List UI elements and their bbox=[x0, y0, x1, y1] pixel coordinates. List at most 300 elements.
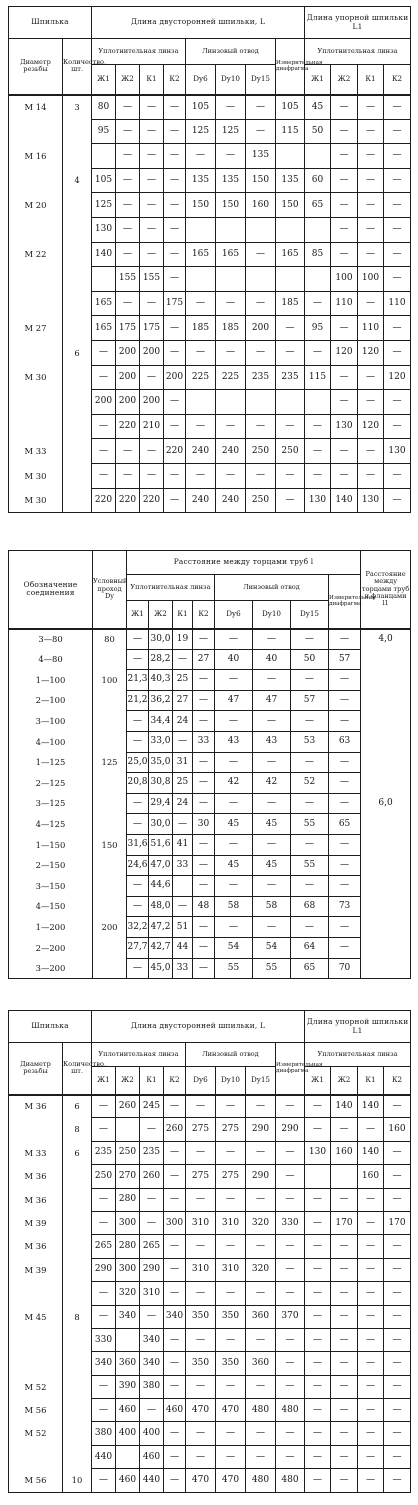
table-cell: — bbox=[164, 168, 186, 193]
col-header: Ж2 bbox=[149, 601, 173, 629]
table-cell: — bbox=[276, 414, 305, 439]
row-label: 1—200 bbox=[9, 917, 93, 938]
table-cell: 350 bbox=[216, 1305, 246, 1328]
table-cell: — bbox=[164, 1352, 186, 1375]
table-cell: 140 bbox=[92, 242, 116, 267]
table-cell bbox=[63, 1188, 92, 1211]
table-cell bbox=[93, 731, 127, 752]
table-cell bbox=[63, 1211, 92, 1234]
table-cell: 310 bbox=[216, 1211, 246, 1234]
table-cell: — bbox=[384, 1352, 411, 1375]
table-cell bbox=[186, 267, 216, 292]
table-cell: — bbox=[246, 414, 276, 439]
table-cell: — bbox=[331, 439, 358, 464]
col-header: Dy10 bbox=[216, 65, 246, 95]
table-cell: — bbox=[92, 1399, 116, 1422]
table-cell: 58 bbox=[215, 896, 253, 917]
table-cell: — bbox=[329, 855, 361, 876]
table-cell: — bbox=[358, 390, 384, 415]
table-cell: 44 bbox=[173, 937, 193, 958]
table-cell: — bbox=[164, 1165, 186, 1188]
table-cell: — bbox=[305, 1469, 331, 1492]
table-cell: — bbox=[331, 119, 358, 144]
table-cell: — bbox=[164, 1328, 186, 1351]
table-cell bbox=[216, 267, 246, 292]
table-cell: 300 bbox=[116, 1211, 140, 1234]
table-cell bbox=[63, 291, 92, 316]
table-cell: 480 bbox=[276, 1469, 305, 1492]
table-cell: 33,0 bbox=[149, 731, 173, 752]
table-cell: 400 bbox=[140, 1422, 164, 1445]
table-cell: 30,8 bbox=[149, 773, 173, 794]
table-cell: 265 bbox=[92, 1235, 116, 1258]
table-cell bbox=[63, 242, 92, 267]
table-cell: — bbox=[384, 463, 411, 488]
table-cell: — bbox=[164, 217, 186, 242]
table-cell: — bbox=[246, 1141, 276, 1164]
table-cell bbox=[93, 937, 127, 958]
table-cell: 220 bbox=[116, 414, 140, 439]
table-cell: — bbox=[331, 217, 358, 242]
table-cell: 125 bbox=[186, 119, 216, 144]
table-row bbox=[9, 316, 411, 341]
table-cell: 47,0 bbox=[149, 855, 173, 876]
table-cell bbox=[276, 267, 305, 292]
table-cell: — bbox=[253, 752, 291, 773]
table-cell: 400 bbox=[116, 1422, 140, 1445]
table-row bbox=[9, 1469, 411, 1492]
table-cell bbox=[63, 217, 92, 242]
table-cell: 440 bbox=[140, 1469, 164, 1492]
col-header: К2 bbox=[164, 1067, 186, 1095]
row-label: 2—200 bbox=[9, 937, 93, 958]
table-cell: — bbox=[246, 1282, 276, 1305]
table-cell: — bbox=[305, 1352, 331, 1375]
table-cell: — bbox=[164, 242, 186, 267]
table-cell: — bbox=[186, 340, 216, 365]
table-cell: — bbox=[246, 1188, 276, 1211]
table-cell bbox=[63, 1328, 92, 1351]
table-cell: — bbox=[127, 649, 149, 670]
table-cell: 25 bbox=[173, 670, 193, 691]
table-cell: — bbox=[291, 670, 329, 691]
table-cell: 260 bbox=[116, 1095, 140, 1118]
table-cell: 57 bbox=[329, 649, 361, 670]
col-header: Dy6 bbox=[186, 1067, 216, 1095]
table-cell: — bbox=[331, 144, 358, 169]
table-cell: — bbox=[305, 1235, 331, 1258]
table-cell: 125 bbox=[92, 193, 116, 218]
table-row bbox=[9, 752, 411, 773]
table-cell: — bbox=[164, 414, 186, 439]
table-cell: — bbox=[164, 1282, 186, 1305]
table-cell bbox=[93, 855, 127, 876]
row-label bbox=[9, 1352, 63, 1375]
table-cell: 340 bbox=[140, 1328, 164, 1351]
table-cell: 380 bbox=[140, 1375, 164, 1398]
table-cell: — bbox=[216, 1141, 246, 1164]
table-cell: — bbox=[92, 439, 116, 464]
table-cell: 45 bbox=[215, 814, 253, 835]
table-cell: 63 bbox=[329, 731, 361, 752]
table-cell: — bbox=[127, 711, 149, 732]
table-cell: — bbox=[216, 463, 246, 488]
table-row bbox=[9, 1235, 411, 1258]
table-row bbox=[9, 488, 411, 513]
table-cell: — bbox=[164, 1235, 186, 1258]
table-cell: 20,8 bbox=[127, 773, 149, 794]
row-label: 2—150 bbox=[9, 855, 93, 876]
table-cell: — bbox=[127, 896, 149, 917]
table-cell: 50 bbox=[305, 119, 331, 144]
table-cell bbox=[276, 390, 305, 415]
table-cell: — bbox=[92, 1211, 116, 1234]
col-header: К2 bbox=[384, 1067, 411, 1095]
table-cell: — bbox=[384, 1095, 411, 1118]
table-cell: 175 bbox=[164, 291, 186, 316]
table-cell: — bbox=[164, 488, 186, 513]
table-cell: 42,7 bbox=[149, 937, 173, 958]
table-cell bbox=[216, 217, 246, 242]
table-cell bbox=[305, 390, 331, 415]
table-cell: — bbox=[246, 463, 276, 488]
table-cell: 33 bbox=[173, 958, 193, 979]
row-label: М 39 bbox=[9, 1211, 63, 1234]
row-label bbox=[9, 217, 63, 242]
table-cell: — bbox=[305, 1328, 331, 1351]
row-label: 1—100 bbox=[9, 670, 93, 691]
table-cell: — bbox=[193, 917, 215, 938]
table-cell: 43 bbox=[253, 731, 291, 752]
table-cell bbox=[63, 1282, 92, 1305]
table-cell: — bbox=[246, 1445, 276, 1468]
table-cell: 480 bbox=[246, 1469, 276, 1492]
table-cell: 48 bbox=[193, 896, 215, 917]
table-cell: — bbox=[164, 1469, 186, 1492]
table-cell: — bbox=[164, 267, 186, 292]
table-cell bbox=[63, 119, 92, 144]
header-sealing-lens-2: Уплотнительная линза bbox=[305, 1043, 411, 1067]
table-cell: — bbox=[140, 439, 164, 464]
table-cell: — bbox=[329, 752, 361, 773]
table-cell: 3 bbox=[63, 95, 92, 120]
table-row bbox=[9, 649, 411, 670]
table-cell: 115 bbox=[276, 119, 305, 144]
table-cell: 300 bbox=[116, 1258, 140, 1281]
row-label: М 36 bbox=[9, 1235, 63, 1258]
col-header: К1 bbox=[140, 65, 164, 95]
table-cell bbox=[63, 193, 92, 218]
table-cell: 275 bbox=[186, 1118, 216, 1141]
table-cell: 240 bbox=[216, 439, 246, 464]
table-cell bbox=[63, 1422, 92, 1445]
table-cell: 220 bbox=[140, 488, 164, 513]
table-cell: 19 bbox=[173, 629, 193, 650]
table-cell: — bbox=[246, 291, 276, 316]
table-cell bbox=[361, 690, 411, 711]
table-cell: — bbox=[216, 1375, 246, 1398]
table-cell: — bbox=[384, 1305, 411, 1328]
table-cell: — bbox=[92, 1118, 116, 1141]
table-cell: — bbox=[384, 390, 411, 415]
table-cell: 70 bbox=[329, 958, 361, 979]
row-label: М 14 bbox=[9, 95, 63, 120]
table-cell: — bbox=[193, 752, 215, 773]
table-cell: 310 bbox=[186, 1211, 216, 1234]
table-cell: 57 bbox=[291, 690, 329, 711]
table-cell: — bbox=[384, 242, 411, 267]
table-cell: 200 bbox=[140, 340, 164, 365]
table-cell: 235 bbox=[92, 1141, 116, 1164]
table-cell: — bbox=[116, 217, 140, 242]
row-label: 2—100 bbox=[9, 690, 93, 711]
table-cell: — bbox=[216, 291, 246, 316]
header-pipe-distance: Расстояние между торцами труб l bbox=[127, 551, 361, 575]
table-cell: — bbox=[164, 340, 186, 365]
table-cell: 330 bbox=[92, 1328, 116, 1351]
table-cell bbox=[63, 365, 92, 390]
table-cell: — bbox=[276, 1445, 305, 1468]
row-label: 3—100 bbox=[9, 711, 93, 732]
table-cell: 27 bbox=[173, 690, 193, 711]
row-label: 4—125 bbox=[9, 814, 93, 835]
table-cell: — bbox=[116, 193, 140, 218]
table-cell: 165 bbox=[276, 242, 305, 267]
table-cell: — bbox=[253, 834, 291, 855]
table-cell: — bbox=[291, 711, 329, 732]
table-cell: — bbox=[216, 414, 246, 439]
header-nominal-bore: Условный проход Dy bbox=[93, 551, 127, 629]
table-cell: 160 bbox=[331, 1141, 358, 1164]
table-cell: 130 bbox=[358, 488, 384, 513]
header-length-L: Длина двусторонней шпильки, L bbox=[92, 1011, 305, 1043]
row-label bbox=[9, 119, 63, 144]
table-cell bbox=[63, 390, 92, 415]
table-cell: — bbox=[246, 1095, 276, 1118]
table-cell: 165 bbox=[186, 242, 216, 267]
table-cell: — bbox=[331, 1258, 358, 1281]
table-row bbox=[9, 1399, 411, 1422]
row-label: М 56 bbox=[9, 1399, 63, 1422]
row-label: М 33 bbox=[9, 1141, 63, 1164]
table-cell: 120 bbox=[331, 340, 358, 365]
table-cell: — bbox=[164, 144, 186, 169]
table-cell: — bbox=[276, 1235, 305, 1258]
table-cell: 32,2 bbox=[127, 917, 149, 938]
table-row bbox=[9, 340, 411, 365]
table-cell: 155 bbox=[116, 267, 140, 292]
table-cell: — bbox=[305, 1422, 331, 1445]
table-cell bbox=[216, 390, 246, 415]
header-sealing-lens: Уплотнительная линза bbox=[92, 39, 186, 65]
table-cell: — bbox=[246, 1235, 276, 1258]
header-measuring-diaphragm: Измерительная диафрагма bbox=[276, 39, 305, 95]
table-cell: — bbox=[116, 144, 140, 169]
table-cell: — bbox=[276, 1352, 305, 1375]
table-cell: 105 bbox=[92, 168, 116, 193]
table-cell: — bbox=[173, 731, 193, 752]
table-cell: — bbox=[276, 488, 305, 513]
table-cell: — bbox=[384, 1235, 411, 1258]
table-row bbox=[9, 144, 411, 169]
table-cell bbox=[63, 267, 92, 292]
table-cell: — bbox=[358, 1118, 384, 1141]
table-cell: 480 bbox=[246, 1399, 276, 1422]
table-cell: — bbox=[186, 1235, 216, 1258]
table-row bbox=[9, 242, 411, 267]
table-1 bbox=[8, 6, 410, 518]
table-cell: 200 bbox=[164, 365, 186, 390]
table-cell: — bbox=[331, 95, 358, 120]
table-cell: 45 bbox=[305, 95, 331, 120]
table-cell: 110 bbox=[358, 316, 384, 341]
table-cell: 60 bbox=[305, 168, 331, 193]
col-header: К1 bbox=[358, 1067, 384, 1095]
table-cell: 150 bbox=[276, 193, 305, 218]
table-cell: — bbox=[358, 217, 384, 242]
table-cell: — bbox=[173, 896, 193, 917]
row-label: М 36 bbox=[9, 1095, 63, 1118]
table-cell: — bbox=[216, 144, 246, 169]
table-cell: 65 bbox=[291, 958, 329, 979]
table-cell: 85 bbox=[305, 242, 331, 267]
table-cell bbox=[331, 1165, 358, 1188]
table-cell: — bbox=[305, 439, 331, 464]
table-cell bbox=[63, 1165, 92, 1188]
table-cell bbox=[63, 316, 92, 341]
table-cell bbox=[186, 217, 216, 242]
table-cell: 47,2 bbox=[149, 917, 173, 938]
table-cell: 350 bbox=[186, 1352, 216, 1375]
table-cell: — bbox=[329, 834, 361, 855]
table-cell: 310 bbox=[140, 1282, 164, 1305]
table-cell: — bbox=[127, 876, 149, 897]
table-cell: — bbox=[116, 168, 140, 193]
table-cell: 470 bbox=[186, 1399, 216, 1422]
table-cell: 73 bbox=[329, 896, 361, 917]
table-cell: — bbox=[140, 168, 164, 193]
table-cell: 275 bbox=[186, 1165, 216, 1188]
table-row bbox=[9, 1282, 411, 1305]
table-cell: — bbox=[164, 1375, 186, 1398]
table-row bbox=[9, 1328, 411, 1351]
table-cell: 135 bbox=[276, 168, 305, 193]
table-cell: — bbox=[116, 463, 140, 488]
header-sealing-lens: Уплотнительная линза bbox=[92, 1043, 186, 1067]
table-cell: 95 bbox=[305, 316, 331, 341]
table-cell bbox=[63, 463, 92, 488]
table-row bbox=[9, 414, 411, 439]
table-cell: — bbox=[164, 95, 186, 120]
table-row bbox=[9, 291, 411, 316]
table-cell: 10 bbox=[63, 1469, 92, 1492]
table-cell: — bbox=[331, 1375, 358, 1398]
table-cell: 27,7 bbox=[127, 937, 149, 958]
table-cell: 360 bbox=[116, 1352, 140, 1375]
table-cell: — bbox=[384, 119, 411, 144]
table-cell: 47 bbox=[215, 690, 253, 711]
table-row bbox=[9, 1188, 411, 1211]
table-cell: 45 bbox=[253, 855, 291, 876]
table-cell: — bbox=[164, 119, 186, 144]
table-row bbox=[9, 217, 411, 242]
table-cell: 140 bbox=[358, 1141, 384, 1164]
table-row bbox=[9, 876, 411, 897]
row-label: М 56 bbox=[9, 1469, 63, 1492]
table-cell: — bbox=[384, 1422, 411, 1445]
table-cell: 220 bbox=[92, 488, 116, 513]
table-cell: 160 bbox=[358, 1165, 384, 1188]
table-cell: — bbox=[331, 1445, 358, 1468]
table-cell: — bbox=[140, 1188, 164, 1211]
table-cell: — bbox=[329, 876, 361, 897]
table-cell: — bbox=[331, 1118, 358, 1141]
table-cell: 360 bbox=[246, 1352, 276, 1375]
table-cell: — bbox=[276, 1258, 305, 1281]
table-cell bbox=[63, 414, 92, 439]
table-cell bbox=[116, 1328, 140, 1351]
table-cell: 160 bbox=[246, 193, 276, 218]
table-cell: — bbox=[92, 340, 116, 365]
table-cell: — bbox=[140, 144, 164, 169]
table-cell: — bbox=[215, 834, 253, 855]
table-cell bbox=[361, 958, 411, 979]
table-cell: — bbox=[127, 814, 149, 835]
table-cell: — bbox=[193, 793, 215, 814]
table-cell: 51 bbox=[173, 917, 193, 938]
table-cell: — bbox=[329, 670, 361, 691]
table-cell: 140 bbox=[331, 1095, 358, 1118]
table-cell: — bbox=[384, 1328, 411, 1351]
table-cell bbox=[93, 690, 127, 711]
table-cell: 260 bbox=[164, 1118, 186, 1141]
table-cell: — bbox=[92, 365, 116, 390]
table-cell: 42 bbox=[215, 773, 253, 794]
row-label bbox=[9, 390, 63, 415]
table-cell: — bbox=[358, 463, 384, 488]
table-cell: — bbox=[216, 1235, 246, 1258]
table-cell: — bbox=[140, 95, 164, 120]
table-cell: 130 bbox=[331, 414, 358, 439]
table-cell: 130 bbox=[305, 1141, 331, 1164]
table-cell: 200 bbox=[116, 390, 140, 415]
table-row bbox=[9, 193, 411, 218]
table-cell: 460 bbox=[116, 1399, 140, 1422]
table-cell: — bbox=[140, 1211, 164, 1234]
table-cell bbox=[305, 267, 331, 292]
table-cell bbox=[246, 267, 276, 292]
table-cell: 4 bbox=[63, 168, 92, 193]
table-cell: — bbox=[186, 1445, 216, 1468]
table-cell: — bbox=[246, 1328, 276, 1351]
table-cell bbox=[361, 814, 411, 835]
table-cell: 175 bbox=[140, 316, 164, 341]
row-label: 2—125 bbox=[9, 773, 93, 794]
table-cell bbox=[361, 917, 411, 938]
table-cell bbox=[63, 1445, 92, 1468]
table-cell: 65 bbox=[329, 814, 361, 835]
table-cell: — bbox=[331, 1282, 358, 1305]
table-cell: — bbox=[253, 629, 291, 650]
col-header: Ж2 bbox=[331, 1067, 358, 1095]
table-cell: 200 bbox=[140, 390, 164, 415]
table-cell bbox=[63, 1352, 92, 1375]
table-row bbox=[9, 793, 411, 814]
table-cell: 54 bbox=[215, 937, 253, 958]
table-2 bbox=[8, 550, 410, 978]
table-cell: 225 bbox=[216, 365, 246, 390]
table-cell: — bbox=[358, 1375, 384, 1398]
